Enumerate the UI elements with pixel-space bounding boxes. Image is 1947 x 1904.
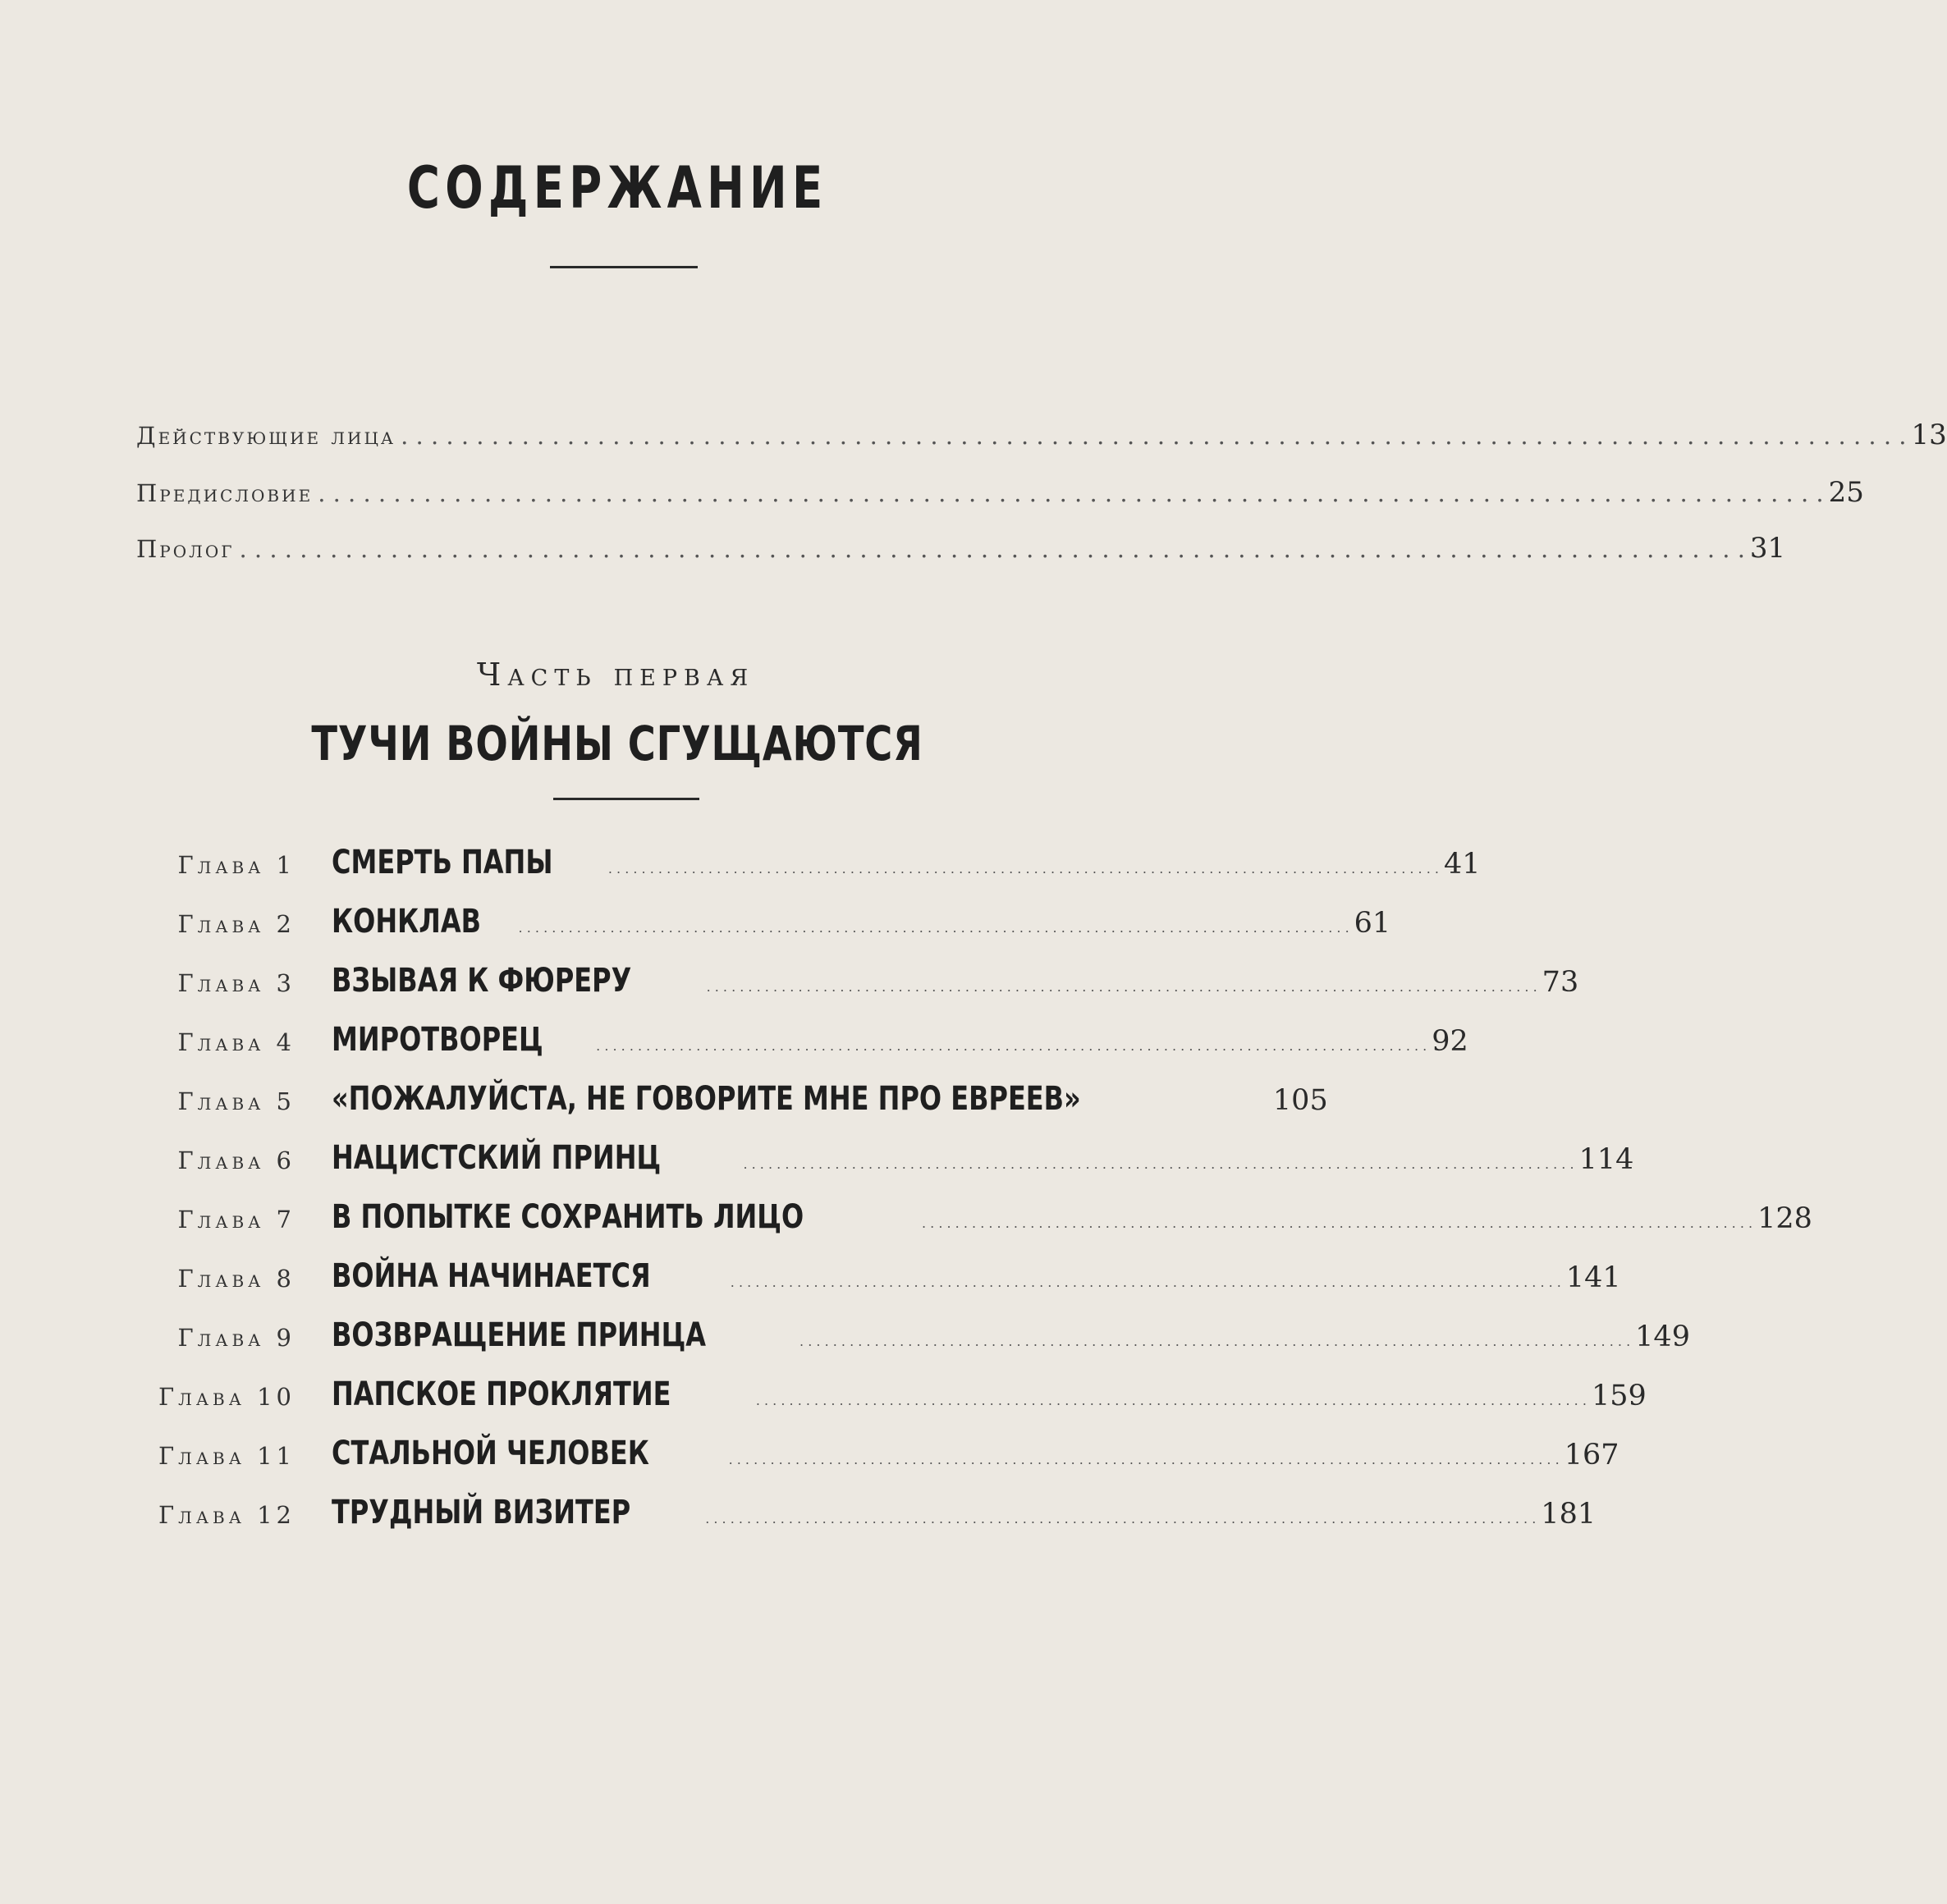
dot-leader — [596, 1038, 1427, 1054]
dot-leader — [922, 1215, 1752, 1231]
chapter-row-12[interactable] — [131, 1494, 1597, 1543]
chapter-page: 105 — [1272, 1084, 1328, 1117]
chapter-number: Глава 5 — [177, 1087, 295, 1115]
dot-leader — [799, 1334, 1630, 1349]
dot-leader — [401, 422, 1906, 450]
toc-entry-label: Пролог — [136, 535, 235, 563]
chapter-number: Глава 8 — [177, 1265, 295, 1293]
chapter-row-1[interactable] — [131, 844, 1481, 893]
dot-leader — [318, 479, 1823, 507]
dot-leader — [705, 1511, 1536, 1526]
chapter-title: В ПОПЫТКЕ СОХРАНИТЬ ЛИЦО — [332, 1198, 804, 1236]
title-divider — [550, 266, 698, 268]
chapter-title: ВЗЫВАЯ К ФЮРЕРУ — [332, 962, 632, 1000]
chapter-title: МИРОТВОРЕЦ — [332, 1021, 543, 1059]
chapter-title: НАЦИСТСКИЙ ПРИНЦ — [332, 1139, 662, 1177]
chapter-page: 159 — [1591, 1380, 1647, 1412]
chapter-number: Глава 2 — [177, 910, 295, 938]
chapter-page: 167 — [1564, 1439, 1619, 1471]
chapter-number: Глава 4 — [177, 1028, 295, 1056]
chapter-page: 114 — [1578, 1143, 1634, 1176]
chapter-page: 128 — [1757, 1202, 1812, 1235]
toc-entry-label: Действующие лица — [136, 422, 396, 450]
chapter-number: Глава 6 — [177, 1147, 295, 1174]
dot-leader — [756, 1393, 1587, 1408]
chapter-title: КОНКЛАВ — [332, 903, 482, 941]
toc-entry-page: 31 — [1749, 532, 1786, 565]
dot-leader — [608, 861, 1439, 876]
chapter-page: 181 — [1541, 1498, 1597, 1531]
chapter-number: Глава 12 — [158, 1501, 295, 1529]
dot-leader — [707, 979, 1537, 995]
chapter-page: 149 — [1635, 1320, 1690, 1353]
chapter-row-2[interactable] — [131, 903, 1391, 952]
toc-entry-page: 13 — [1911, 419, 1947, 451]
chapter-title: ВОЙНА НАЧИНАЕТСЯ — [332, 1257, 651, 1295]
chapter-page: 92 — [1432, 1025, 1468, 1058]
dot-leader — [729, 1452, 1560, 1467]
chapter-row-5[interactable] — [131, 1080, 1328, 1129]
dot-leader — [519, 920, 1349, 936]
chapter-row-4[interactable] — [131, 1021, 1468, 1070]
chapter-row-8[interactable] — [131, 1257, 1621, 1307]
chapter-page: 41 — [1443, 848, 1481, 881]
chapter-title: «ПОЖАЛУЙСТА, НЕ ГОВОРИТЕ МНЕ ПРО ЕВРЕЕВ» — [332, 1080, 1081, 1118]
chapter-row-7[interactable] — [131, 1198, 1812, 1247]
chapter-row-10[interactable] — [131, 1375, 1647, 1425]
dot-leader — [731, 1275, 1561, 1290]
dot-leader — [743, 1156, 1574, 1172]
chapter-row-3[interactable] — [131, 962, 1579, 1011]
chapter-number: Глава 10 — [158, 1383, 295, 1411]
chapter-row-11[interactable] — [131, 1435, 1619, 1484]
chapter-number: Глава 7 — [177, 1206, 295, 1233]
part-label: Часть первая — [476, 657, 755, 693]
chapter-title: СТАЛЬНОЙ ЧЕЛОВЕК — [332, 1435, 649, 1472]
chapter-page: 73 — [1542, 966, 1579, 999]
chapter-row-9[interactable] — [131, 1316, 1690, 1366]
chapter-title: ВОЗВРАЩЕНИЕ ПРИНЦА — [332, 1316, 707, 1354]
toc-entry-front-1[interactable] — [136, 419, 1947, 460]
toc-entry-label: Предисловие — [136, 479, 314, 507]
toc-entry-front-3[interactable] — [136, 532, 1786, 573]
part-title: ТУЧИ ВОЙНЫ СГУЩАЮТСЯ — [311, 716, 923, 771]
chapter-row-6[interactable] — [131, 1139, 1634, 1188]
chapter-number: Глава 1 — [177, 851, 295, 879]
chapter-number: Глава 3 — [177, 969, 295, 997]
page-title: СОДЕРЖАНИЕ — [406, 154, 828, 222]
chapter-number: Глава 11 — [158, 1442, 295, 1470]
chapter-title: СМЕРТЬ ПАПЫ — [332, 844, 553, 881]
chapter-page: 61 — [1354, 907, 1391, 940]
chapter-number: Глава 9 — [177, 1324, 295, 1352]
chapter-page: 141 — [1565, 1261, 1621, 1294]
dot-leader — [239, 535, 1744, 563]
chapter-title: ТРУДНЫЙ ВИЗИТЕР — [332, 1494, 631, 1531]
toc-entry-page: 25 — [1828, 476, 1864, 509]
part-divider — [553, 798, 699, 800]
toc-entry-front-2[interactable] — [136, 476, 1864, 517]
chapter-title: ПАПСКОЕ ПРОКЛЯТИЕ — [332, 1375, 671, 1413]
